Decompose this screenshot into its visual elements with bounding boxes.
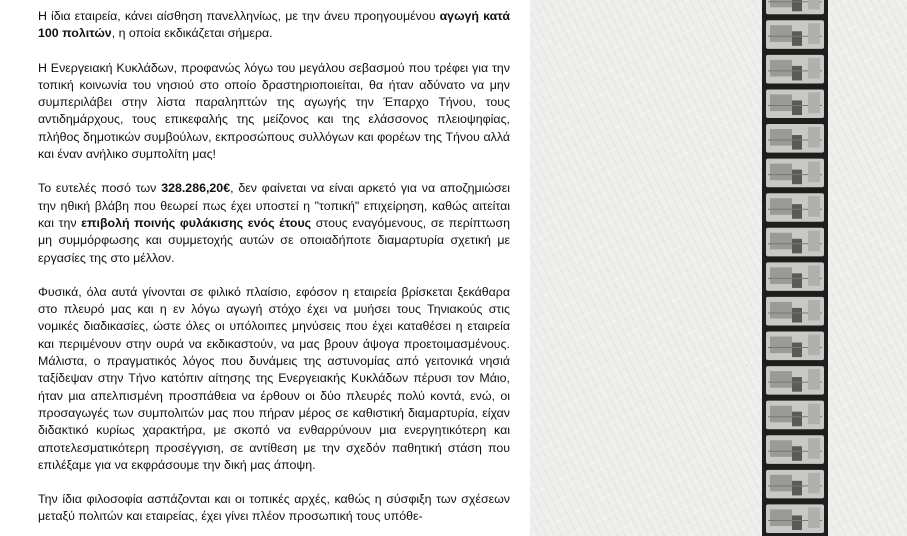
- film-cell-highlight: [808, 438, 820, 459]
- film-cell-figure: [792, 100, 802, 115]
- film-cell-figure: [792, 135, 802, 150]
- film-cell-shade: [770, 475, 792, 492]
- film-cell-figure: [792, 412, 802, 427]
- film-cell-highlight: [808, 335, 820, 356]
- film-cell-highlight: [808, 196, 820, 217]
- paragraph-5: [38, 491, 510, 526]
- paper-speck: ·: [745, 360, 749, 371]
- film-cell-highlight: [808, 507, 820, 528]
- paragraph-1: [38, 8, 510, 43]
- film-cell-highlight: [808, 265, 820, 286]
- text-run: Η ίδια εταιρεία, κάνει αίσθηση πανελληνίως, με την άνευ προηγουμένου: [38, 9, 440, 23]
- film-cell-figure: [792, 446, 802, 461]
- film-cell-highlight: [808, 58, 820, 79]
- film-cell-figure: [792, 343, 802, 358]
- film-cell-highlight: [808, 0, 820, 9]
- film-cell-shade: [770, 60, 792, 77]
- paragraph-2: [38, 60, 510, 164]
- film-cell-shade: [770, 406, 792, 423]
- paper-speck: ·: [720, 150, 724, 161]
- film-cell-shade: [770, 233, 792, 250]
- film-cell-highlight: [808, 23, 820, 44]
- text-run: Την ίδια φιλοσοφία ασπάζονται και οι τοπικές αρχές, καθώς η σύσφιξη των σχέσεων μεταξύ πολιτών και εταιρείας, έχει γίνει πλέον προσωπική τους υπόθε-: [38, 492, 510, 524]
- film-cell-figure: [792, 308, 802, 323]
- film-cell-highlight: [808, 231, 820, 252]
- film-cell-shade: [770, 129, 792, 146]
- film-cell-figure: [792, 481, 802, 496]
- film-cell-figure: [792, 273, 802, 288]
- text-run: Φυσικά, όλα αυτά γίνονται σε φιλικό πλαίσιο, εφόσον η εταιρεία βρίσκεται ξεκάθαρα στο πλευρό μας και η εν λόγω αγωγή στόχο έχει να μυήσει τους Τηνιακούς στις νομικές διαδικασίες, ώστε όλες οι υπόλοιπες μηνύσεις που έχει καταθέσει η εταιρεία και περιμένουν στην ουρά να εκδικαστούν, να μας βρουν άψογα προετοιμασμένους. Μάλιστα, ο πραγματικός λόγος που δυνάμεις της αστυνομίας από γειτονικά νησιά ταξίδεψαν στην Τήνο κατόπιν αίτησης της Ενεργειακής Κυκλάδων πέρυσι τον Μάιο, ήταν μια απελπισμένη προσπάθεια να έρθουν οι δύο πλευρές πολύ κοντά, ενώ, οι προσαγωγές των συμπολιτών μας που πήραν μέρος σε καθιστική διαμαρτυρία, είχαν διδακτικό κυρίως χαρακτήρα, με σκοπό να ενθαρρύνουν μια ενεργητικότερη και αποτελεσματικότερη προσέγγιση, σε αντίθεση με την σχεδόν παθητική στάση που επιλέξαμε για να εκφράσουμε την δική μας άποψη.: [38, 284, 510, 472]
- film-cell-highlight: [808, 127, 820, 148]
- film-cell-figure: [792, 204, 802, 219]
- bold-phrase: επιβολή ποινής φυλάκισης ενός έτους: [81, 215, 312, 230]
- film-cell-shade: [770, 25, 792, 42]
- text-run: , η οποία εκδικάζεται σήμερα.: [111, 26, 273, 41]
- film-cell-highlight: [808, 162, 820, 183]
- film-cell-shade: [770, 337, 792, 354]
- text-run: Το ευτελές ποσό των: [38, 181, 162, 196]
- artwork-panel: [530, 0, 907, 536]
- film-cell-highlight: [808, 404, 820, 425]
- text-run: στους εναγόμενους, σε περίπτωση μη συμμόρφωσης και συμμετοχής αυτών σε οποιαδήποτε διαμαρτυρία σχετική με εργασίες της στο μέλλον.: [38, 215, 510, 265]
- text-run: Η Ενεργειακή Κυκλάδων, προφανώς λόγω του μεγάλου σεβασμού που τρέφει για την τοπική κοινωνία του νησιού στο οποίο δραστηριοποιείται, θα ήταν αδύνατο να μην συμπεριλάβει στην λίστα παραληπτών της αγωγής την Έπαρχο Τήνου, τους αντιδημάρχους, τους επικεφαλής της μείζονος και της ελάσσονος πλειοψηφίας, πλήθος δημοτικών συμβούλων, εκπροσώπους συλλόγων και φορέων της Τήνου αλλά και έναν ανήλικο συμπολίτη μας!: [38, 60, 510, 162]
- film-cell-shade: [770, 164, 792, 181]
- film-cell-shade: [770, 198, 792, 215]
- film-cell-figure: [792, 239, 802, 254]
- film-cell-shade: [770, 0, 792, 7]
- film-cell-figure: [792, 31, 802, 46]
- film-cell-shade: [770, 94, 792, 111]
- bold-phrase: αγωγή κατά 100 πολιτών: [38, 9, 510, 41]
- film-cell-figure: [792, 66, 802, 81]
- article-body: [38, 8, 510, 536]
- film-cell-shade: [770, 509, 792, 526]
- film-cell-shade: [770, 267, 792, 284]
- film-cell-highlight: [808, 92, 820, 113]
- filmstrip-artwork: [530, 0, 907, 536]
- film-cell-shade: [770, 302, 792, 319]
- bold-phrase: 328.286,20€: [161, 181, 231, 196]
- film-cell-highlight: [808, 473, 820, 494]
- film-cell-figure: [792, 515, 802, 530]
- film-cell-shade: [770, 440, 792, 457]
- film-cell-highlight: [808, 300, 820, 321]
- text-run: , δεν φαίνεται να είναι αρκετό για να αποζημιώσει την ηθική βλάβη που θεωρεί πως έχει υποστεί η "τοπική" επιχείρηση, καθώς αιτείται και την: [38, 181, 510, 230]
- film-cell-highlight: [808, 369, 820, 390]
- film-cell-shade: [770, 371, 792, 388]
- film-cell-figure: [792, 170, 802, 185]
- paragraph-4: [38, 284, 510, 474]
- film-cell-figure: [792, 377, 802, 392]
- paragraph-3: [38, 180, 510, 266]
